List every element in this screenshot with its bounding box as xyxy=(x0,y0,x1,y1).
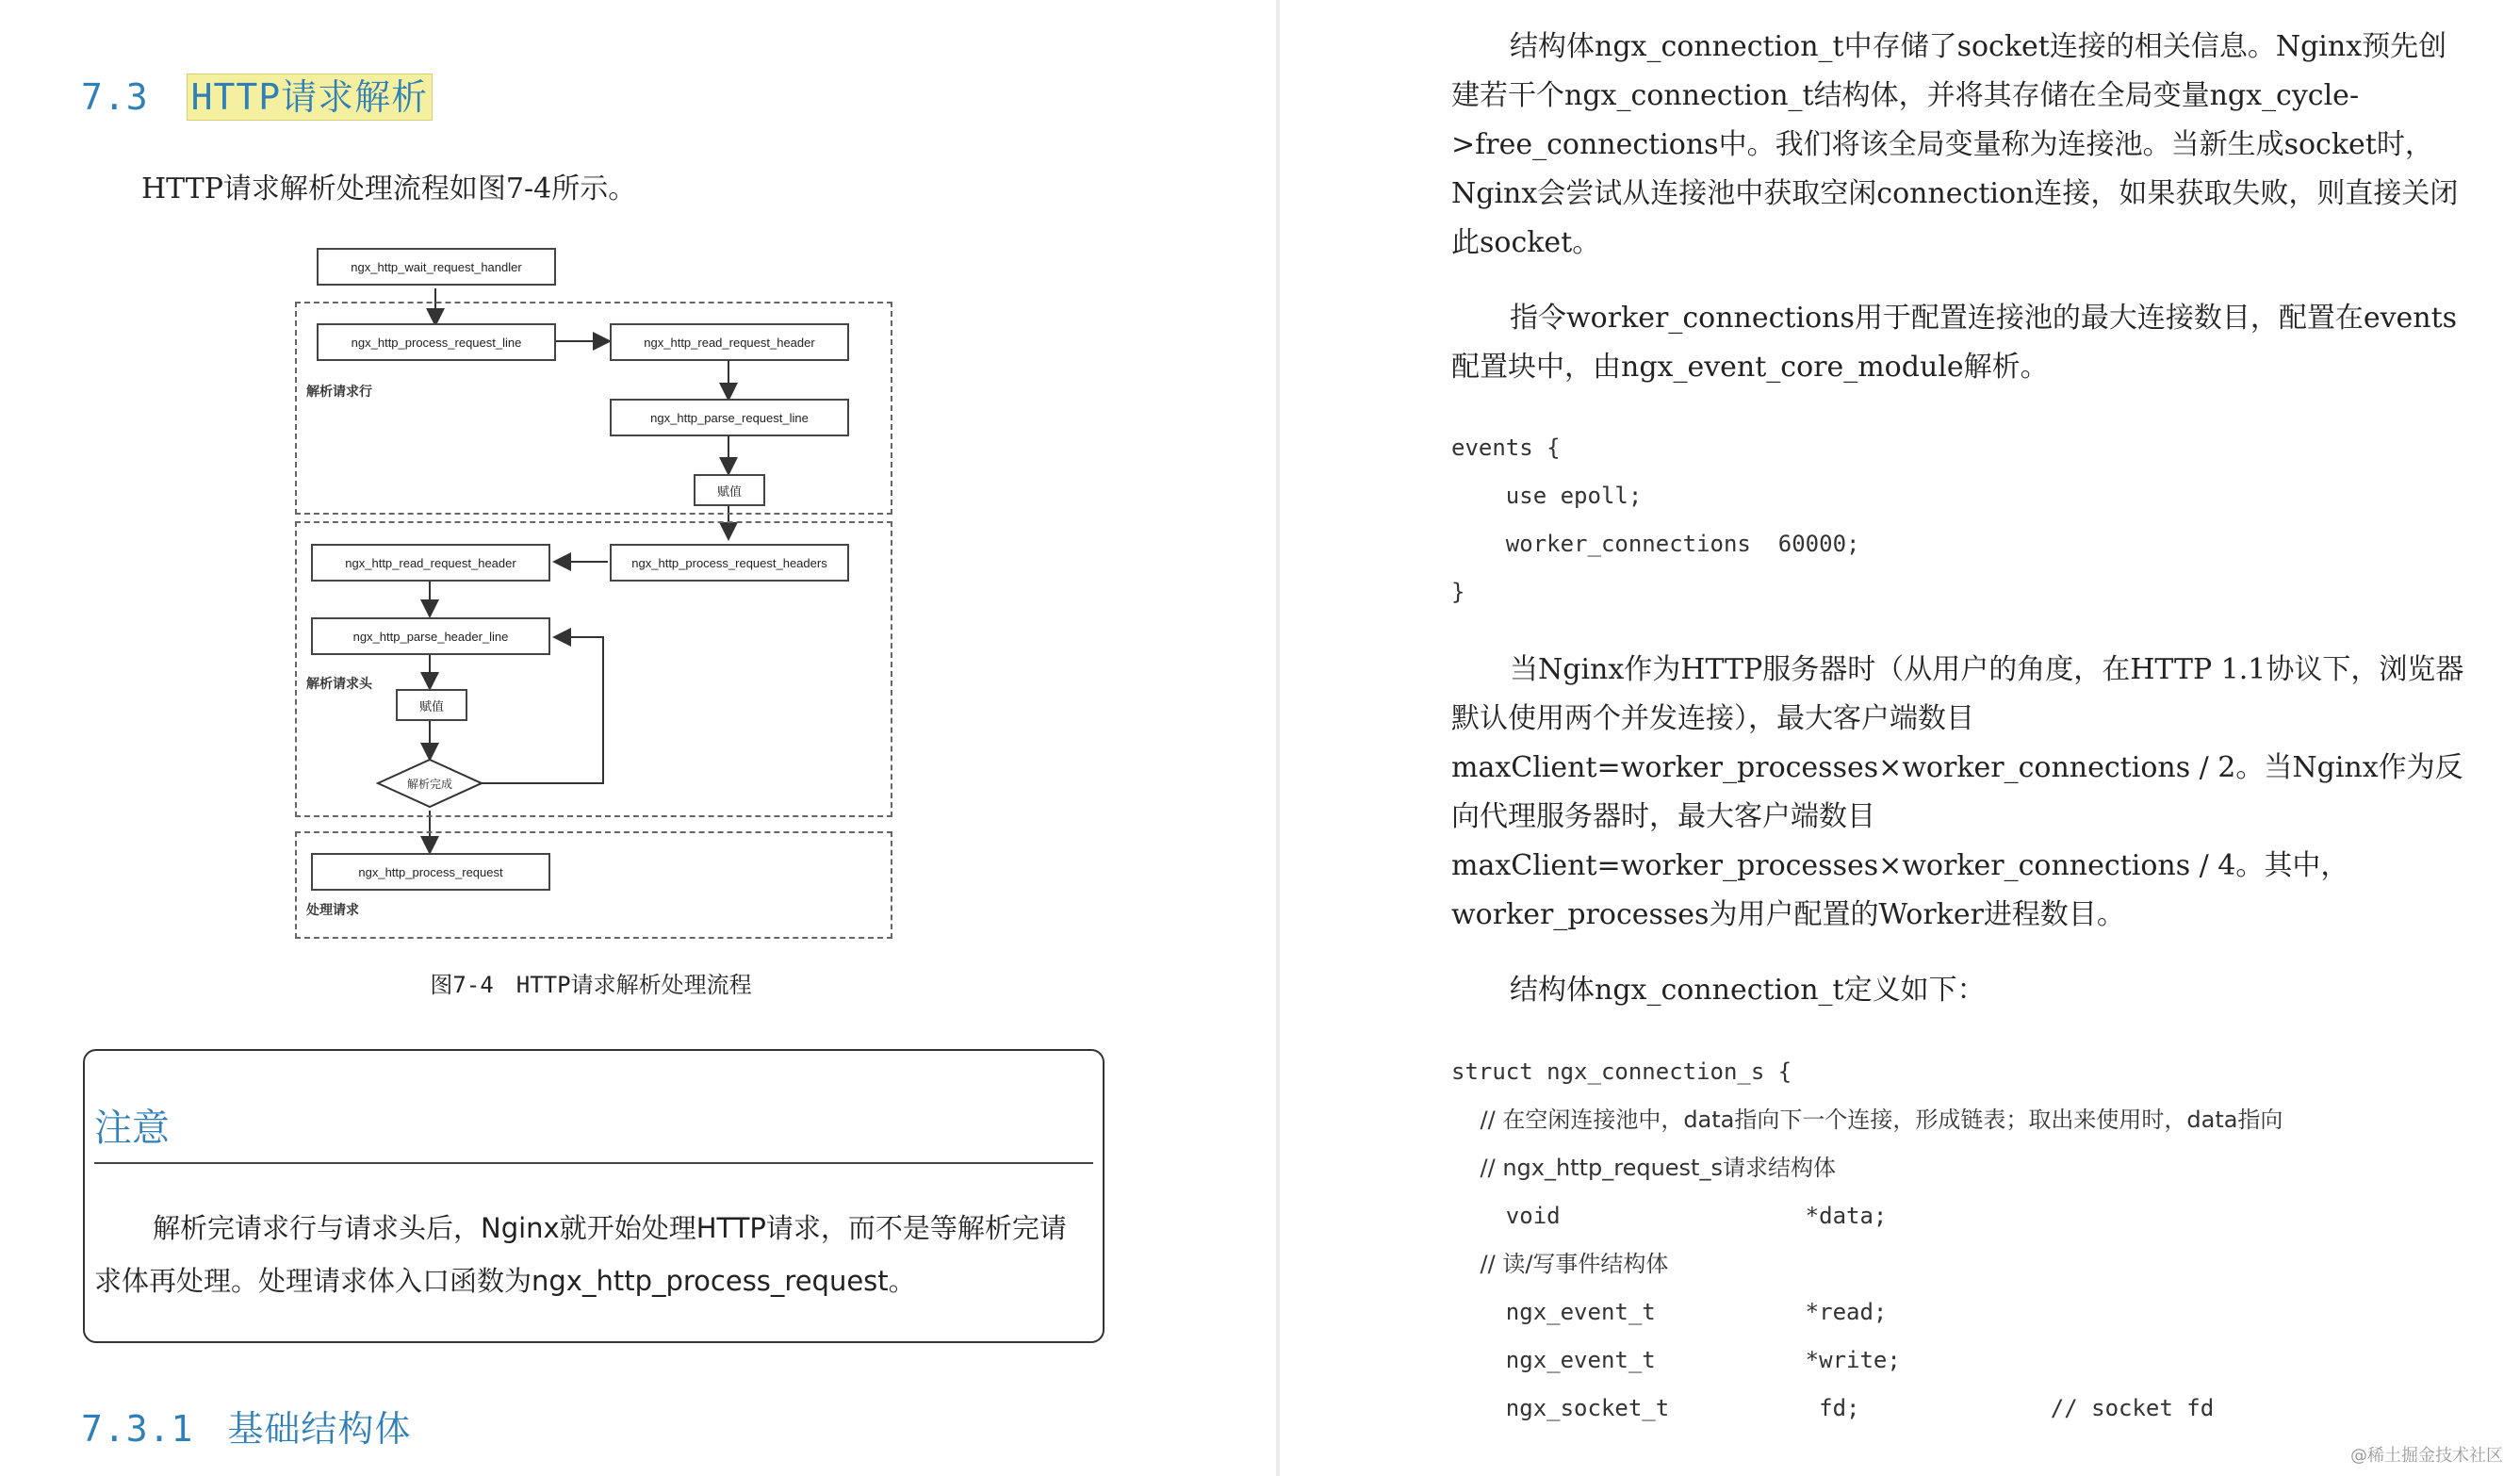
code-line: ngx_event_t *read; xyxy=(1451,1299,1888,1325)
node-assign-mid: 赋值 xyxy=(396,689,467,721)
code-line: } xyxy=(1451,579,1465,605)
intro-paragraph: HTTP请求解析处理流程如图7-4所示。 xyxy=(141,172,637,205)
code-line: worker_connections 60000; xyxy=(1451,531,1860,557)
watermark: @稀土掘金技术社区 xyxy=(2350,1446,2503,1466)
node-process-request: ngx_http_process_request xyxy=(311,853,550,891)
note-text: 解析完请求行与请求头后，Nginx就开始处理HTTP请求，而不是等解析完请求体再处理。处理请求体入口函数为ngx_http_process_request。 xyxy=(94,1212,1067,1297)
node-process-request-line: ngx_http_process_request_line xyxy=(317,323,556,361)
code-line: void *data; xyxy=(1451,1203,1888,1229)
code-comment-line: // 读/写事件结构体 xyxy=(1451,1251,1669,1277)
node-read-request-header: ngx_http_read_request_header xyxy=(311,544,550,582)
right-page xyxy=(1280,0,2520,1476)
node-wait-request-handler: ngx_http_wait_request_handler xyxy=(317,248,556,286)
group-label-request-header: 解析请求头 xyxy=(306,676,372,691)
paragraph-worker-connections: 指令worker_connections用于配置连接池的最大连接数目，配置在events配置块中，由ngx_event_core_module解析。 xyxy=(1451,302,2458,384)
node-parse-request-line: ngx_http_parse_request_line xyxy=(610,399,849,436)
section-number: 7.3 xyxy=(81,76,149,118)
code-line: ngx_event_t *write; xyxy=(1451,1347,1901,1373)
node-read-request-header-top: ngx_http_read_request_header xyxy=(610,323,849,361)
code-comment-line: // 在空闲连接池中，data指向下一个连接，形成链表；取出来使用时，data指向 xyxy=(1451,1107,2283,1133)
subsection-number: 7.3.1 xyxy=(81,1408,194,1450)
code-line: events { xyxy=(1451,435,1561,461)
paragraph-struct-intro: 结构体ngx_connection_t定义如下： xyxy=(1510,974,1986,1007)
subsection-title: 基础结构体 xyxy=(227,1408,412,1450)
section-heading xyxy=(81,68,433,120)
subsection-heading xyxy=(81,1400,411,1451)
code-comment-line: // ngx_http_request_s请求结构体 xyxy=(1451,1155,1836,1181)
section-title: HTTP请求解析 xyxy=(187,74,434,121)
code-line: struct ngx_connection_s { xyxy=(1451,1058,1792,1085)
group-label-request-line: 解析请求行 xyxy=(306,384,372,399)
group-label-handle-request: 处理请求 xyxy=(306,902,359,917)
paragraph-max-clients: 当Nginx作为HTTP服务器时（从用户的角度，在HTTP 1.1协议下，浏览器默认使用两个并发连接），最大客户端数目maxClient=worker_processes×worker_connections / 2。当Nginx作为反向代理服务器时，最大客户端数目maxClient=worker_processes×worker_connections / 4。其中，worker_processes为用户配置的Worker进程数目。 xyxy=(1451,653,2464,931)
note-box xyxy=(83,1049,1105,1343)
paragraph-connection-pool: 结构体ngx_connection_t中存储了socket连接的相关信息。Nginx预先创建若干个ngx_connection_t结构体，并将其存储在全局变量ngx_cycle->free_connections中。我们将该全局变量称为连接池。当新生成socket时，Nginx会尝试从连接池中获取空闲connection连接，如果获取失败，则直接关闭此socket。 xyxy=(1451,30,2459,259)
code-line: ngx_socket_t fd; // socket fd xyxy=(1451,1395,2215,1421)
code-line: use epoll; xyxy=(1451,483,1643,509)
node-parse-header-line: ngx_http_parse_header_line xyxy=(311,617,550,655)
node-parse-done-label: 解析完成 xyxy=(406,777,452,791)
figure-caption: 图7-4 HTTP请求解析处理流程 xyxy=(430,972,752,998)
node-process-request-headers: ngx_http_process_request_headers xyxy=(610,544,849,582)
code-block-events xyxy=(1451,424,1859,616)
node-assign-top: 赋值 xyxy=(694,474,765,506)
note-title: 注意 xyxy=(94,1107,170,1150)
flowchart-figure xyxy=(283,240,905,938)
code-block-struct xyxy=(1451,1048,2283,1433)
note-divider xyxy=(94,1162,1093,1164)
